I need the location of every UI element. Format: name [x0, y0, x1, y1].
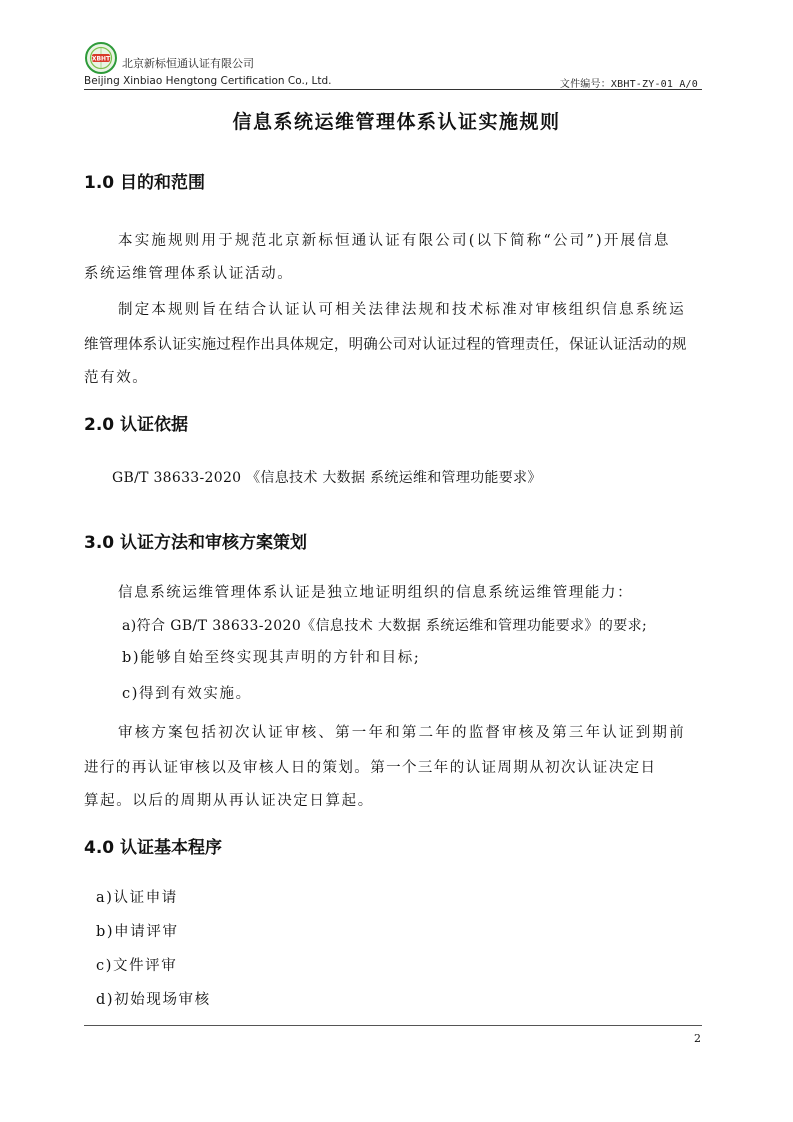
- section-3-paragraph-line-1: 审核方案包括初次认证审核、第一年和第二年的监督审核及第三年认证到期前: [118, 725, 686, 741]
- company-name-cn: 北京新标恒通认证有限公司: [122, 57, 254, 70]
- section-heading-2: 2.0 认证依据: [84, 415, 189, 435]
- section-heading-1: 1.0 目的和范围: [84, 173, 206, 193]
- footer-divider: [84, 1025, 702, 1026]
- logo-text: XBHT: [91, 55, 111, 63]
- section-1-paragraph-2-line-3: 范有效。: [84, 370, 149, 386]
- header-divider: [84, 89, 702, 90]
- company-name-en: Beijing Xinbiao Hengtong Certification Co., Ltd.: [84, 75, 332, 87]
- procedure-item: c)文件评审: [96, 958, 178, 974]
- section-3-item-b: b)能够自始至终实现其声明的方针和目标;: [122, 650, 421, 666]
- procedure-item: b)申请评审: [96, 924, 179, 940]
- section-3-paragraph-line-2: 进行的再认证审核以及审核人日的策划。第一个三年的认证周期从初次认证决定日: [84, 760, 657, 776]
- certification-basis: GB/T 38633-2020 《信息技术 大数据 系统运维和管理功能要求》: [112, 470, 542, 486]
- section-1-paragraph-1-line-2: 系统运维管理体系认证活动。: [84, 266, 294, 282]
- section-3-item-a: a)符合 GB/T 38633-2020《信息技术 大数据 系统运维和管理功能要求》的要求;: [122, 618, 648, 634]
- section-heading-3: 3.0 认证方法和审核方案策划: [84, 533, 308, 553]
- procedure-item: a)认证申请: [96, 890, 178, 906]
- section-3-intro: 信息系统运维管理体系认证是独立地证明组织的信息系统运维管理能力：: [118, 585, 634, 601]
- company-logo: [85, 42, 117, 74]
- procedure-item: d)初始现场审核: [96, 992, 211, 1008]
- document-number: [560, 75, 698, 90]
- section-3-item-c: c)得到有效实施。: [122, 686, 252, 702]
- section-heading-4: 4.0 认证基本程序: [84, 838, 223, 858]
- section-3-paragraph-line-3: 算起。以后的周期从再认证决定日算起。: [84, 793, 374, 809]
- section-1-paragraph-1-line-1: 本实施规则用于规范北京新标恒通认证有限公司(以下简称“公司”)开展信息: [118, 233, 671, 249]
- page-number: 2: [694, 1032, 701, 1045]
- document-number-label: 文件编号：: [559, 79, 611, 90]
- logo-emblem-icon: [85, 42, 117, 74]
- section-1-paragraph-2-line-1: 制定本规则旨在结合认证认可相关法律法规和技术标准对审核组织信息系统运: [118, 302, 686, 318]
- document-number-value: XBHT-ZY-01 A/0: [610, 79, 698, 90]
- document-title: 信息系统运维管理体系认证实施规则: [232, 111, 561, 133]
- section-1-paragraph-2-line-2: 维管理体系认证实施过程作出具体规定，明确公司对认证过程的管理责任，保证认证活动的规: [84, 337, 687, 353]
